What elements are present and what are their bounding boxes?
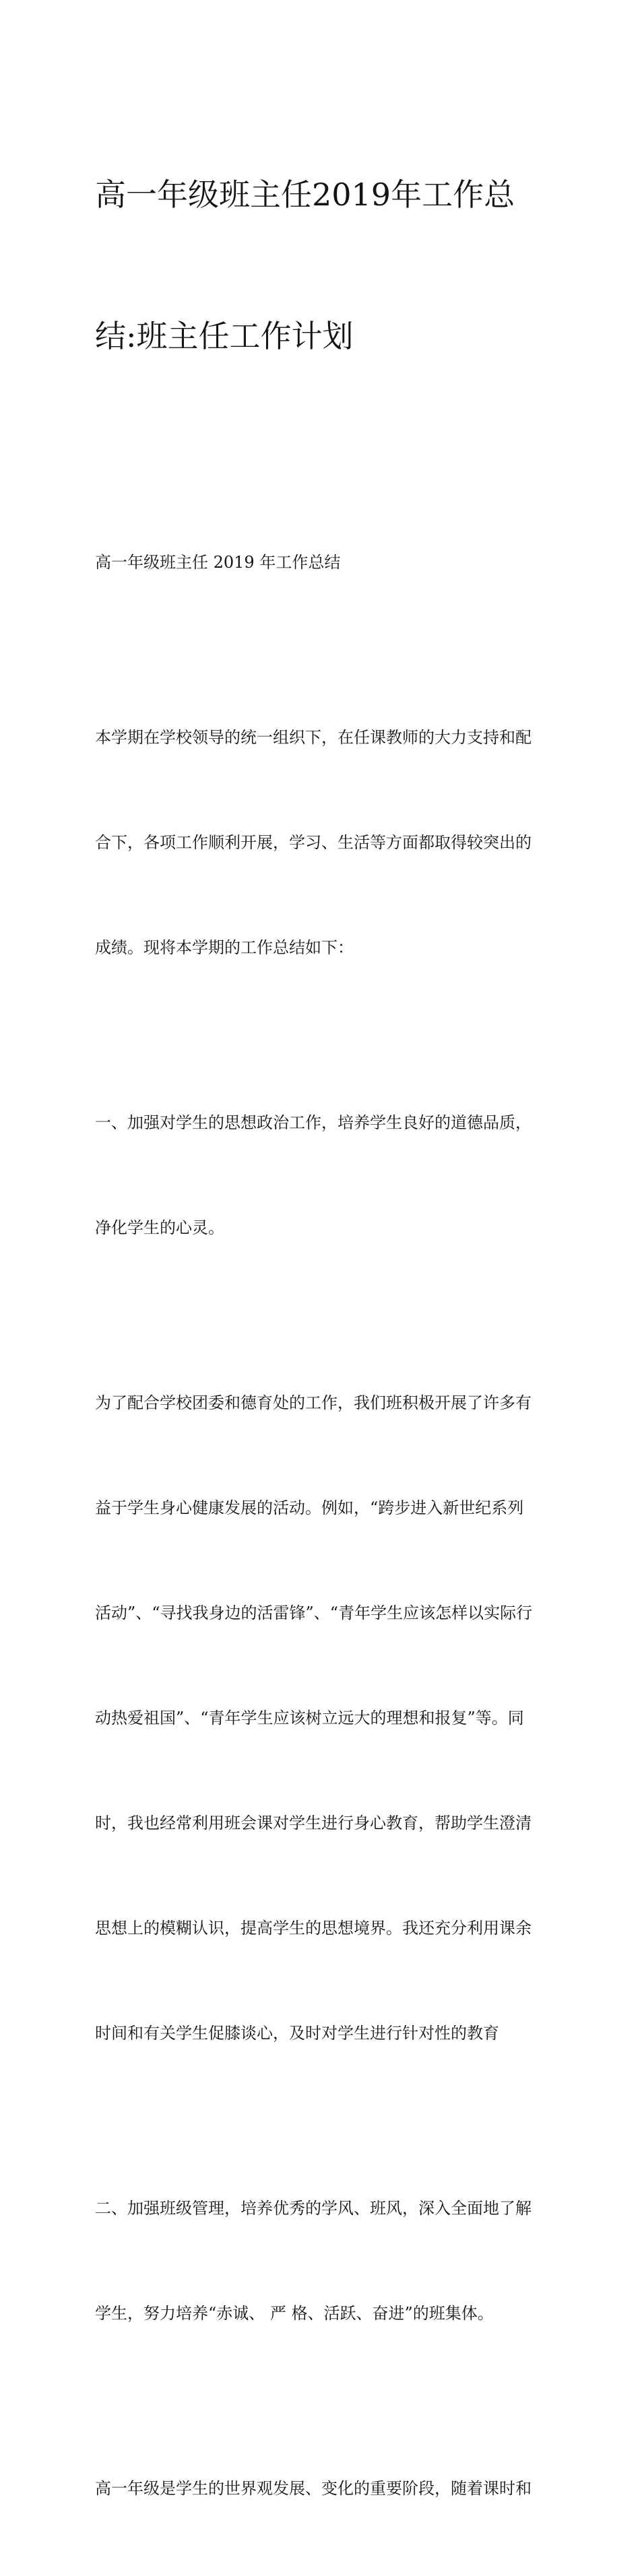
text-line: 时，我也经常利用班会课对学生进行身心教育，帮助学生澄清 <box>95 1814 532 1832</box>
document-title <box>95 77 548 454</box>
text-line: 本学期在学校领导的统一组织下，在任课教师的大力支持和配 <box>95 728 532 747</box>
text-line: 合下，各项工作顺利开展，学习、生活等方面都取得较突出的 <box>95 833 532 852</box>
subtitle-paragraph <box>95 475 548 650</box>
text-line: 动热爱祖国”、“青年学生应该树立远大的理想和报复”等。同 <box>95 1709 524 1727</box>
title-line: 结:班主任工作计划 <box>95 318 354 354</box>
text-line: 益于学生身心健康发展的活动。例如，“跨步进入新世纪系列 <box>95 1498 524 1517</box>
text-line: 为了配合学校团委和德育处的工作，我们班积极开展了许多有 <box>95 1393 532 1412</box>
text-line: 学生，努力培养“赤诚、 严 格、活跃、奋进”的班集体。 <box>95 2304 494 2323</box>
section-1-paragraph <box>95 1315 548 2121</box>
intro-paragraph <box>95 650 548 1035</box>
text-line: 高一年级是学生的世界观发展、变化的重要阶段，随着课时和 <box>95 2479 532 2498</box>
text-line: 净化学生的心灵。 <box>95 1218 224 1237</box>
document-content <box>95 77 548 2576</box>
text-line: 高一年级班主任 2019 年工作总结 <box>95 553 341 572</box>
text-line: 一、加强对学生的思想政治工作，培养学生良好的道德品质， <box>95 1113 532 1132</box>
text-line: 思想上的模糊认识，提高学生的思想境界。我还充分利用课余 <box>95 1919 532 1938</box>
section-heading-2 <box>95 2121 548 2401</box>
title-line: 高一年级班主任2019年工作总 <box>95 176 515 213</box>
section-2-paragraph <box>95 2401 548 2576</box>
text-line: 活动”、“寻找我身边的活雷锋”、“青年学生应该怎样以实际行 <box>95 1604 533 1622</box>
text-line: 时间和有关学生促膝谈心，及时对学生进行针对性的教育 <box>95 2024 499 2043</box>
text-line: 二、加强班级管理，培养优秀的学风、班风，深入全面地了解 <box>95 2199 532 2218</box>
section-heading-1 <box>95 1035 548 1315</box>
text-line: 成绩。现将本学期的工作总结如下： <box>95 938 354 957</box>
document-body <box>95 475 548 2576</box>
